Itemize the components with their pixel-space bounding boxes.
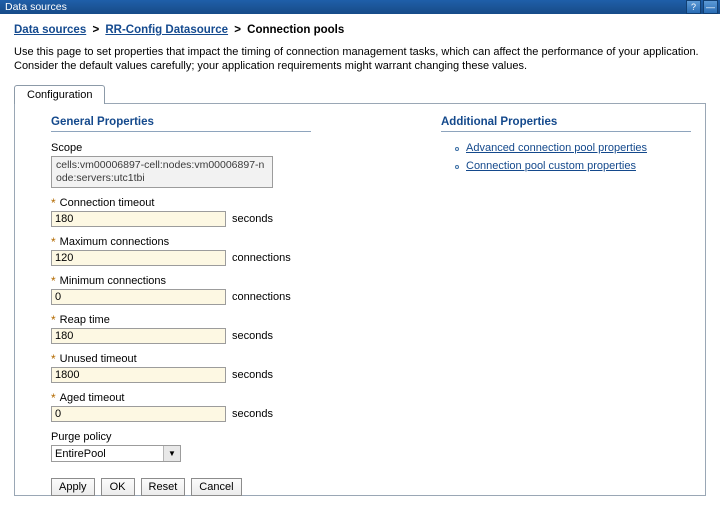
link-advanced-connection-pool-properties[interactable]: Advanced connection pool properties: [466, 142, 648, 154]
tab-strip: [14, 83, 708, 103]
general-properties-heading: General Properties: [51, 116, 311, 132]
minimize-icon[interactable]: —: [703, 0, 718, 14]
aged-timeout-unit: seconds: [232, 408, 273, 420]
reap-time-label-text: Reap time: [59, 314, 110, 326]
connection-timeout-unit: seconds: [232, 213, 273, 225]
breadcrumb-link-rr-config-datasource[interactable]: RR-Config Datasource: [105, 24, 229, 36]
unused-timeout-unit: seconds: [232, 369, 273, 381]
additional-properties-list: [441, 142, 691, 172]
breadcrumb-separator-2: >: [234, 24, 241, 36]
breadcrumb-current-connection-pools: Connection pools: [247, 24, 345, 36]
page-content: [0, 14, 720, 514]
unused-timeout-label-text: Unused timeout: [59, 353, 137, 365]
minimum-connections-label-text: Minimum connections: [59, 275, 167, 287]
breadcrumb-separator-1: >: [92, 24, 100, 36]
breadcrumb: [14, 24, 708, 36]
purge-policy-select-wrapper: [51, 445, 181, 462]
connection-timeout-row: [51, 211, 423, 227]
tab-configuration[interactable]: Configuration: [14, 85, 105, 104]
unused-timeout-input[interactable]: [51, 367, 226, 383]
additional-properties-heading: Additional Properties: [441, 116, 691, 132]
maximum-connections-label-text: Maximum connections: [59, 236, 170, 248]
scope-value: cells:vm00006897-cell:nodes:vm00006897-node:servers:utc1tbi: [51, 156, 273, 188]
list-item: [455, 142, 691, 154]
purge-policy-field: [51, 431, 423, 462]
aged-timeout-label: [51, 392, 423, 404]
maximum-connections-label: [51, 236, 423, 248]
cancel-button[interactable]: Cancel: [191, 478, 241, 496]
minimum-connections-row: [51, 289, 423, 305]
required-marker-icon: *: [51, 274, 56, 288]
required-marker-icon: *: [51, 352, 56, 366]
required-marker-icon: *: [51, 196, 56, 210]
apply-button[interactable]: Apply: [51, 478, 95, 496]
link-connection-pool-custom-properties[interactable]: Connection pool custom properties: [466, 160, 636, 172]
required-marker-icon: *: [51, 313, 56, 327]
help-icon[interactable]: ?: [686, 0, 701, 14]
unused-timeout-label: [51, 353, 423, 365]
unused-timeout-field: [51, 353, 423, 383]
aged-timeout-row: [51, 406, 423, 422]
breadcrumb-link-data-sources[interactable]: Data sources: [14, 24, 87, 36]
reap-time-label: [51, 314, 423, 326]
connection-timeout-field: [51, 197, 423, 227]
reap-time-row: [51, 328, 423, 344]
list-item: [455, 160, 691, 172]
reap-time-unit: seconds: [232, 330, 273, 342]
minimum-connections-input[interactable]: [51, 289, 226, 305]
maximum-connections-field: [51, 236, 423, 266]
maximum-connections-unit: connections: [232, 252, 291, 264]
window-controls: [686, 0, 718, 14]
connection-timeout-label: [51, 197, 423, 209]
general-properties-column: [29, 116, 423, 493]
page-description: Use this page to set properties that impact the timing of connection management tasks, which can affect the performance of your application. Consider the default values carefully; your application requirements might warrant changing these values.: [14, 46, 699, 72]
aged-timeout-input[interactable]: [51, 406, 226, 422]
reap-time-input[interactable]: [51, 328, 226, 344]
chevron-down-icon: ▼: [163, 446, 180, 461]
minimum-connections-unit: connections: [232, 291, 291, 303]
ok-button[interactable]: OK: [101, 478, 135, 496]
maximum-connections-input[interactable]: [51, 250, 226, 266]
window-titlebar: [0, 0, 720, 14]
reset-button[interactable]: Reset: [141, 478, 186, 496]
window-title: Data sources: [5, 1, 67, 13]
purge-policy-label: [51, 431, 423, 443]
form-buttons: [51, 478, 423, 496]
purge-policy-label-text: Purge policy: [51, 431, 112, 443]
aged-timeout-label-text: Aged timeout: [59, 392, 125, 404]
unused-timeout-row: [51, 367, 423, 383]
footer-spacer: [12, 496, 708, 514]
required-marker-icon: *: [51, 235, 56, 249]
minimum-connections-label: [51, 275, 423, 287]
scope-label-text: Scope: [51, 142, 83, 154]
scope-label: [51, 142, 423, 154]
reap-time-field: [51, 314, 423, 344]
minimum-connections-field: [51, 275, 423, 305]
purge-policy-select[interactable]: [51, 445, 181, 462]
connection-timeout-label-text: Connection timeout: [59, 197, 155, 209]
additional-properties-column: [423, 116, 691, 483]
configuration-panel: [14, 103, 706, 496]
scope-field: [51, 142, 423, 188]
required-marker-icon: *: [51, 391, 56, 405]
connection-timeout-input[interactable]: [51, 211, 226, 227]
aged-timeout-field: [51, 392, 423, 422]
maximum-connections-row: [51, 250, 423, 266]
